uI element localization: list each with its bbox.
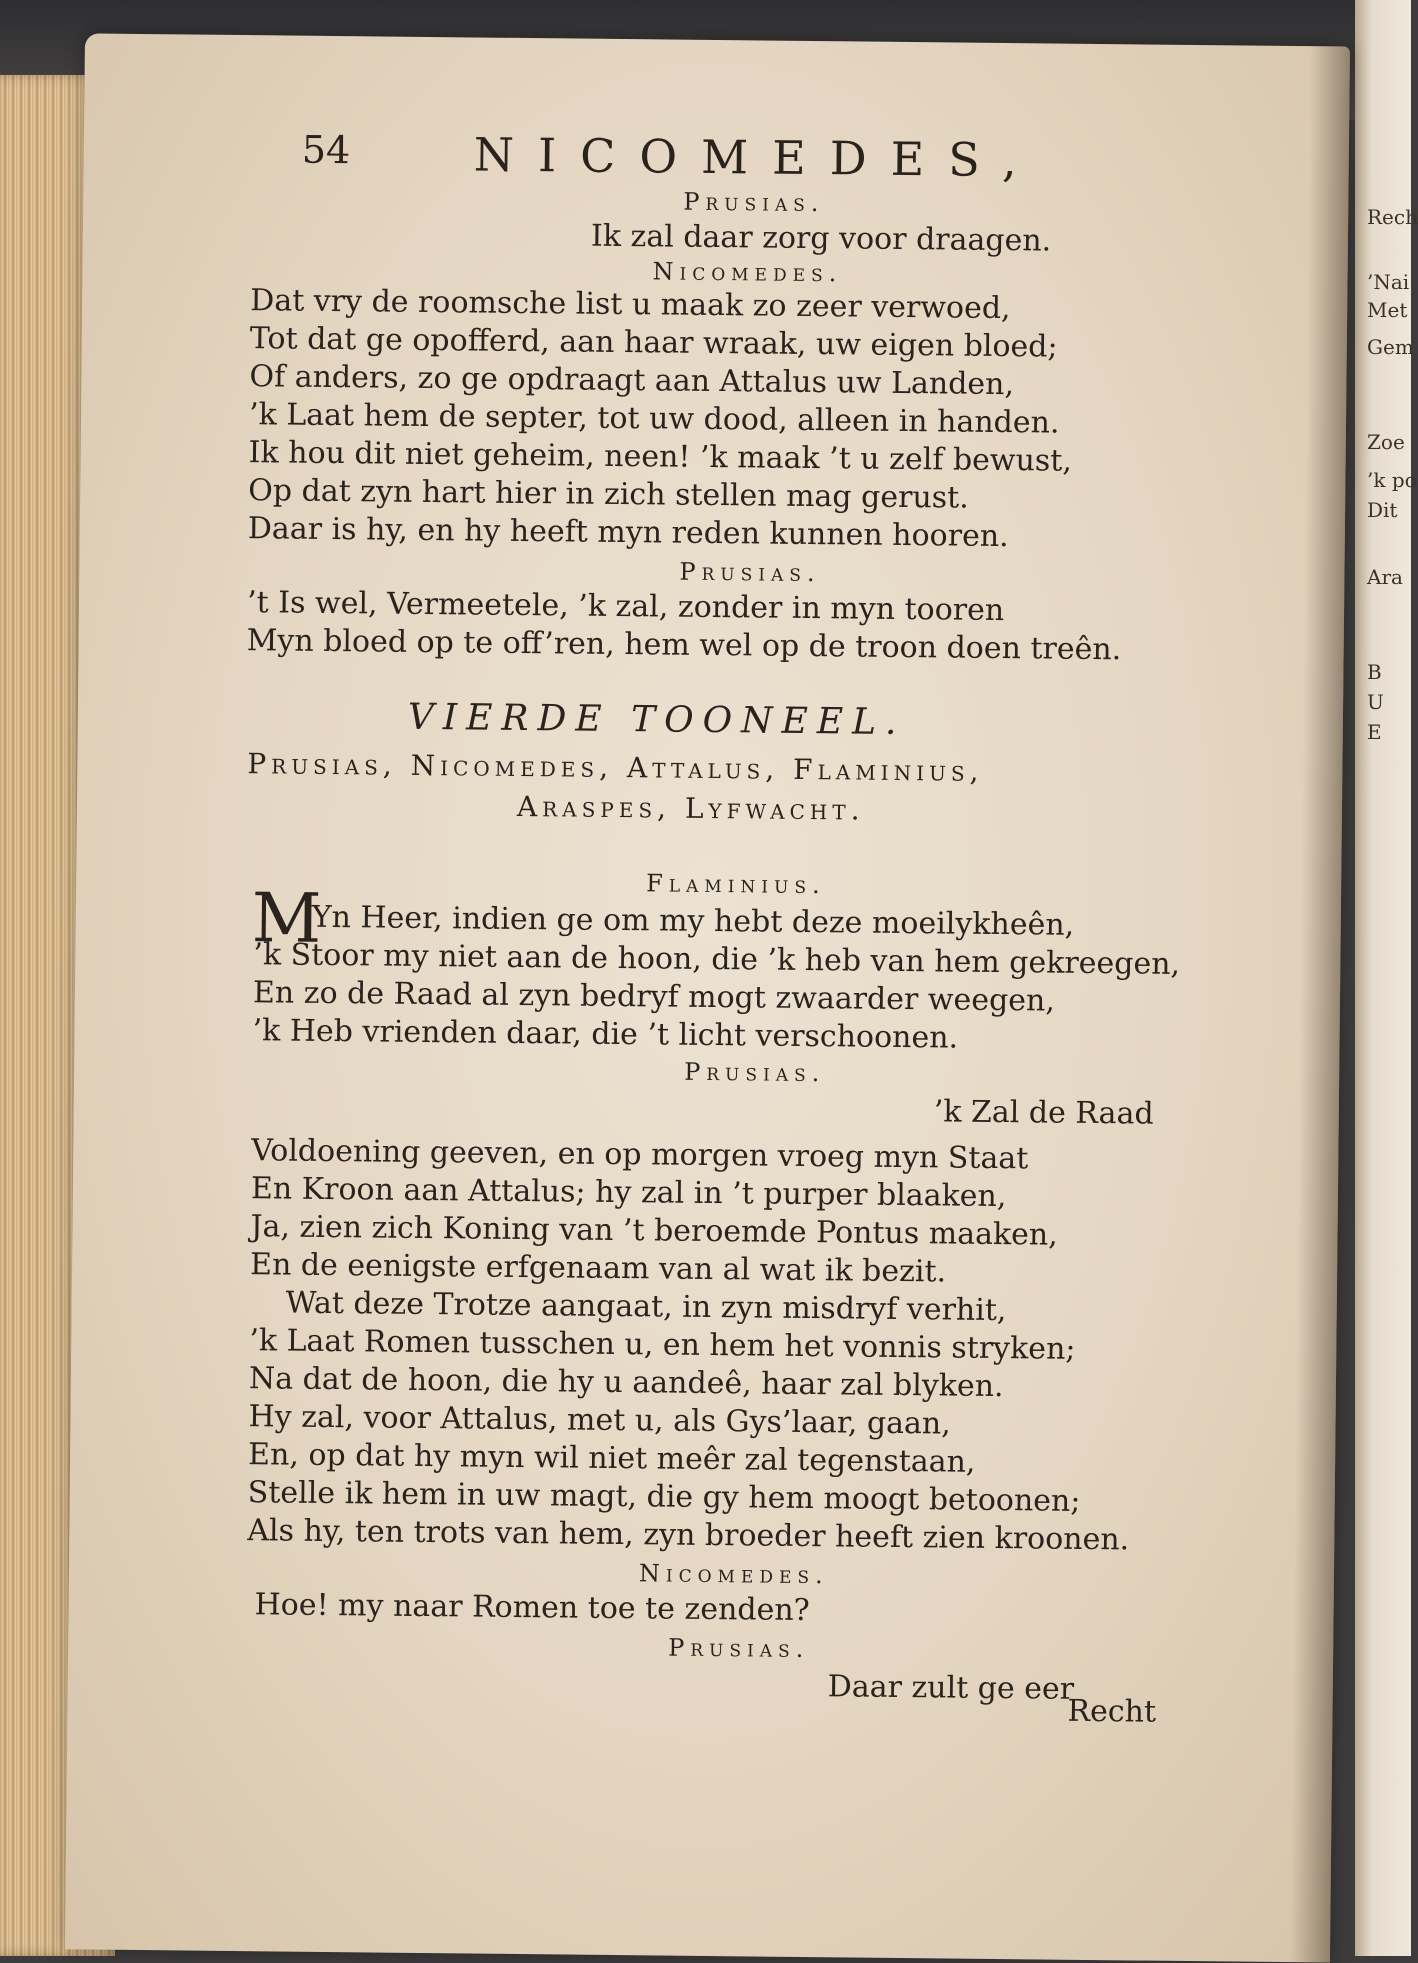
- scene-title: VIERDE TOONEEL.: [407, 696, 906, 744]
- verse-line: ’k Laat Romen tusschen u, en hem het vonnis stryken;: [249, 1323, 1076, 1367]
- verse-line: Ja, zien zich Koning van ’t beroemde Pontus maaken,: [250, 1209, 1058, 1253]
- verse-line: Tot dat ge opofferd, aan haar wraak, uw eigen bloed;: [249, 321, 1058, 365]
- verse-line: Daar is hy, en hy heeft myn reden kunnen hooren.: [247, 511, 1009, 555]
- verse-line: Hy zal, voor Attalus, met u, als Gys’laar, gaan,: [248, 1399, 951, 1442]
- verse-line: Stelle ik hem in uw magt, die gy hem moogt betoonen;: [247, 1475, 1081, 1519]
- verse-line: En de eenigste erfgenaam van al wat ik bezit.: [249, 1247, 947, 1290]
- facing-page-edge: Rech ’Nai Met Gem Zoe ’k po Dit Ara B U E: [1355, 0, 1411, 1956]
- book-page: [65, 33, 1350, 1962]
- cast-list: Araspes, Lyfwacht.: [516, 789, 865, 827]
- speaker-prusias: Prusias.: [683, 187, 825, 218]
- verse-line: Yn Heer, indien ge om my hebt deze moeilykheên,: [311, 899, 1075, 943]
- speaker-prusias: Prusias.: [684, 1057, 826, 1088]
- verse-line: Op dat zyn hart hier in zich stellen mag gerust.: [248, 473, 969, 516]
- verse-line: ’k Heb vrienden daar, die ’t licht verschoonen.: [252, 1013, 959, 1056]
- verse-line: Voldoening geeven, en op morgen vroeg myn Staat: [251, 1133, 1029, 1177]
- verse-line: Ik zal daar zorg voor draagen.: [590, 218, 1052, 259]
- verse-line: ’k Stoor my niet aan de hoon, die ’k heb van hem gekreegen,: [253, 937, 1181, 982]
- catchword: Recht: [1067, 1693, 1157, 1730]
- verse-line: ’t Is wel, Vermeetele, ’k zal, zonder in myn tooren: [246, 585, 1005, 629]
- verse-line: Als hy, ten trots van hem, zyn broeder heeft zien kroonen.: [247, 1513, 1130, 1558]
- verse-line: ’k Laat hem de septer, tot uw dood, alleen in handen.: [248, 397, 1060, 441]
- drop-cap: M: [251, 879, 322, 959]
- verse-line: Dat vry de roomsche list u maak zo zeer verwoed,: [250, 283, 1011, 327]
- speaker-nicomedes: Nicomedes.: [652, 257, 843, 288]
- verse-line: En, op dat hy myn wil niet meêr zal tegenstaan,: [247, 1437, 976, 1480]
- verse-line: Myn bloed op te off’ren, hem wel op de troon doen treên.: [246, 623, 1122, 668]
- spine-shadow: [1290, 46, 1350, 1962]
- running-title: NICOMEDES,: [473, 127, 1042, 188]
- verse-half-line: ’k Zal de Raad: [933, 1094, 1154, 1132]
- page-number: 54: [301, 127, 351, 173]
- verse-line: Hoe! my naar Romen toe te zenden?: [254, 1587, 810, 1629]
- speaker-prusias: Prusias.: [668, 1633, 810, 1664]
- verse-line: En zo de Raad al zyn bedryf mogt zwaarder weegen,: [252, 975, 1056, 1019]
- verse-line: Wat deze Trotze aangaat, in zyn misdryf verhit,: [285, 1285, 1007, 1329]
- speaker-flaminius: Flaminius.: [646, 869, 826, 900]
- speaker-prusias: Prusias.: [679, 557, 821, 588]
- verse-line: En Kroon aan Attalus; hy zal in ’t purper blaaken,: [250, 1171, 1007, 1215]
- verse-line: Of anders, zo ge opdraagt aan Attalus uw Landen,: [249, 359, 1015, 403]
- verse-half-line: Daar zult ge eer: [827, 1669, 1075, 1707]
- speaker-nicomedes: Nicomedes.: [638, 1559, 829, 1590]
- verse-line: Na dat de hoon, die hy u aandeê, haar zal blyken.: [248, 1361, 1004, 1405]
- cast-list: Prusias, Nicomedes, Attalus, Flaminius,: [247, 747, 984, 788]
- verse-line: Ik hou dit niet geheim, neen! ’k maak ’t u zelf bewust,: [248, 435, 1073, 479]
